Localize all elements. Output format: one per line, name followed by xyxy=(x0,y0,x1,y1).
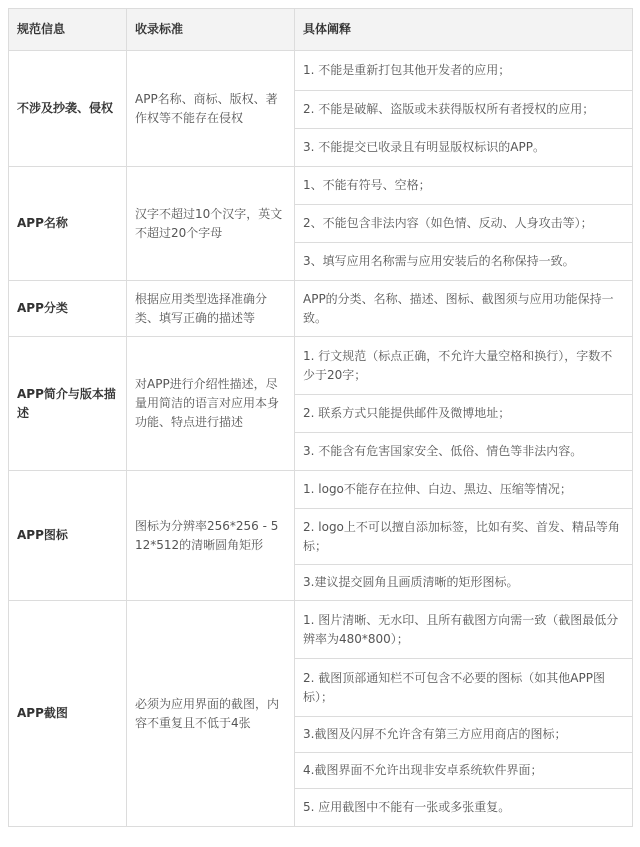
detail-cell: 1. logo不能存在拉伸、白边、黑边、压缩等情况； xyxy=(295,471,633,509)
category-cell: APP名称 xyxy=(9,167,127,281)
spec-table xyxy=(8,8,633,827)
table-row xyxy=(9,281,633,337)
detail-cell: 1. 图片清晰、无水印、且所有截图方向需一致（截图最低分辨率为480*800）； xyxy=(295,601,633,659)
table-row xyxy=(9,337,633,395)
detail-cell: 1、不能有符号、空格； xyxy=(295,167,633,205)
detail-cell: 3.建议提交圆角且画质清晰的矩形图标。 xyxy=(295,565,633,601)
detail-cell: 2、不能包含非法内容（如色情、反动、人身攻击等）； xyxy=(295,205,633,243)
column-header-category: 规范信息 xyxy=(9,9,127,51)
table-header-row xyxy=(9,9,633,51)
detail-cell: 3、填写应用名称需与应用安装后的名称保持一致。 xyxy=(295,243,633,281)
detail-cell: 1. 行文规范（标点正确，不允许大量空格和换行），字数不少于20字； xyxy=(295,337,633,395)
detail-cell: 2. logo上不可以擅自添加标签，比如有奖、首发、精品等角标； xyxy=(295,509,633,565)
detail-cell: 3. 不能含有危害国家安全、低俗、情色等非法内容。 xyxy=(295,433,633,471)
category-cell: APP截图 xyxy=(9,601,127,827)
spec-table-container xyxy=(8,8,632,827)
detail-cell: APP的分类、名称、描述、图标、截图须与应用功能保持一致。 xyxy=(295,281,633,337)
standard-cell: 对APP进行介绍性描述，尽量用简洁的语言对应用本身功能、特点进行描述 xyxy=(127,337,295,471)
column-header-standard: 收录标准 xyxy=(127,9,295,51)
category-cell: 不涉及抄袭、侵权 xyxy=(9,51,127,167)
detail-cell: 4.截图界面不允许出现非安卓系统软件界面； xyxy=(295,753,633,789)
standard-cell: 根据应用类型选择准确分类、填写正确的描述等 xyxy=(127,281,295,337)
detail-cell: 5. 应用截图中不能有一张或多张重复。 xyxy=(295,789,633,827)
detail-cell: 2. 不能是破解、盗版或未获得版权所有者授权的应用； xyxy=(295,91,633,129)
standard-cell: APP名称、商标、版权、著作权等不能存在侵权 xyxy=(127,51,295,167)
category-cell: APP分类 xyxy=(9,281,127,337)
category-cell: APP简介与版本描述 xyxy=(9,337,127,471)
standard-cell: 图标为分辨率256*256 - 512*512的清晰圆角矩形 xyxy=(127,471,295,601)
detail-cell: 2. 联系方式只能提供邮件及微博地址； xyxy=(295,395,633,433)
detail-cell: 1. 不能是重新打包其他开发者的应用； xyxy=(295,51,633,91)
detail-cell: 3. 不能提交已收录且有明显版权标识的APP。 xyxy=(295,129,633,167)
column-header-details: 具体阐释 xyxy=(295,9,633,51)
table-row xyxy=(9,601,633,659)
detail-cell: 3.截图及闪屏不允许含有第三方应用商店的图标； xyxy=(295,717,633,753)
table-row xyxy=(9,51,633,91)
table-row xyxy=(9,167,633,205)
category-cell: APP图标 xyxy=(9,471,127,601)
table-row xyxy=(9,471,633,509)
standard-cell: 必须为应用界面的截图，内容不重复且不低于4张 xyxy=(127,601,295,827)
standard-cell: 汉字不超过10个汉字，英文不超过20个字母 xyxy=(127,167,295,281)
detail-cell: 2. 截图顶部通知栏不可包含不必要的图标（如其他APP图标）； xyxy=(295,659,633,717)
